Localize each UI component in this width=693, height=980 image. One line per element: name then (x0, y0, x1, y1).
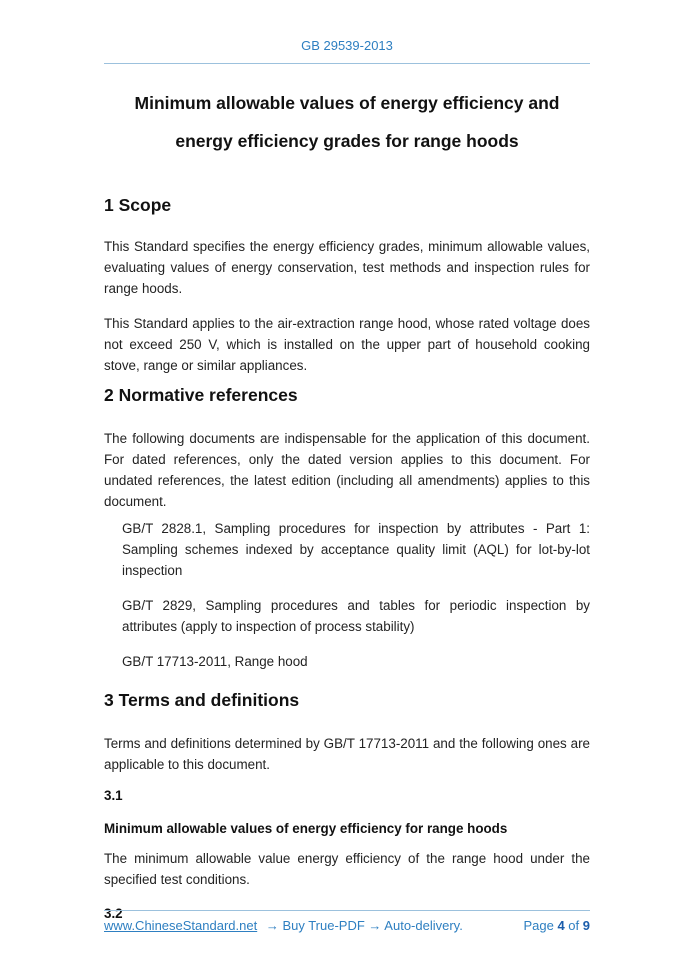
document-number: GB 29539-2013 (301, 38, 393, 53)
terms-intro: Terms and definitions determined by GB/T 17713-2011 and the following ones are applicable to this document. (104, 736, 590, 772)
footer-divider (104, 910, 590, 911)
of-label: of (568, 918, 580, 933)
website-link[interactable]: www.ChineseStandard.net (104, 918, 258, 933)
header-divider (104, 63, 590, 64)
term-number-3-1: 3.1 (104, 788, 123, 803)
section-heading-scope: 1 Scope (104, 195, 172, 215)
document-title (104, 84, 590, 160)
section-heading-terms-definitions: 3 Terms and definitions (104, 690, 300, 710)
page-indicator (523, 918, 590, 933)
section-heading-normative-references: 2 Normative references (104, 385, 298, 405)
scope-paragraph-2: This Standard applies to the air-extraction range hood, whose rated voltage does not exceed 250 V, which is installed on the upper part of household cooking stove, range or similar appliances. (104, 316, 590, 373)
scope-paragraph-1: This Standard specifies the energy efficiency grades, minimum allowable values, evaluating values of energy conservation, test methods and inspection rules for range hoods. (104, 239, 590, 296)
footer-left (104, 918, 463, 933)
term-definition-3-1: The minimum allowable value energy efficiency of the range hood under the specified test conditions. (104, 851, 590, 887)
page-footer (104, 910, 590, 933)
footer-tagline: → Buy True-PDF → Auto-delivery. (265, 918, 463, 933)
page-current: 4 (557, 918, 565, 933)
term-number-3-2: 3.2 (104, 906, 123, 921)
reference-item-gbt-17713: GB/T 17713-2011, Range hood (122, 654, 308, 669)
document-title-line2: energy efficiency grades for range hoods (175, 131, 519, 151)
reference-item-gbt-2829: GB/T 2829, Sampling procedures and tables for periodic inspection by attributes (apply to inspection of process stability) (122, 598, 590, 634)
term-title-3-1: Minimum allowable values of energy efficiency for range hoods (104, 821, 508, 836)
page-total: 9 (582, 918, 590, 933)
footer-row (104, 918, 590, 933)
reference-item-gbt-2828-1: GB/T 2828.1, Sampling procedures for inspection by attributes - Part 1: Sampling schemes indexed by acceptance quality limit (AQL) for lot-by-lot inspection (122, 521, 590, 578)
page-label: Page (523, 918, 554, 933)
document-title-line1: Minimum allowable values of energy efficiency and (134, 93, 560, 113)
normative-references-intro: The following documents are indispensable for the application of this document. For dated references, only the dated version applies to this document. For undated references, the latest edition (including all amendments) applies to this document. (104, 431, 590, 509)
